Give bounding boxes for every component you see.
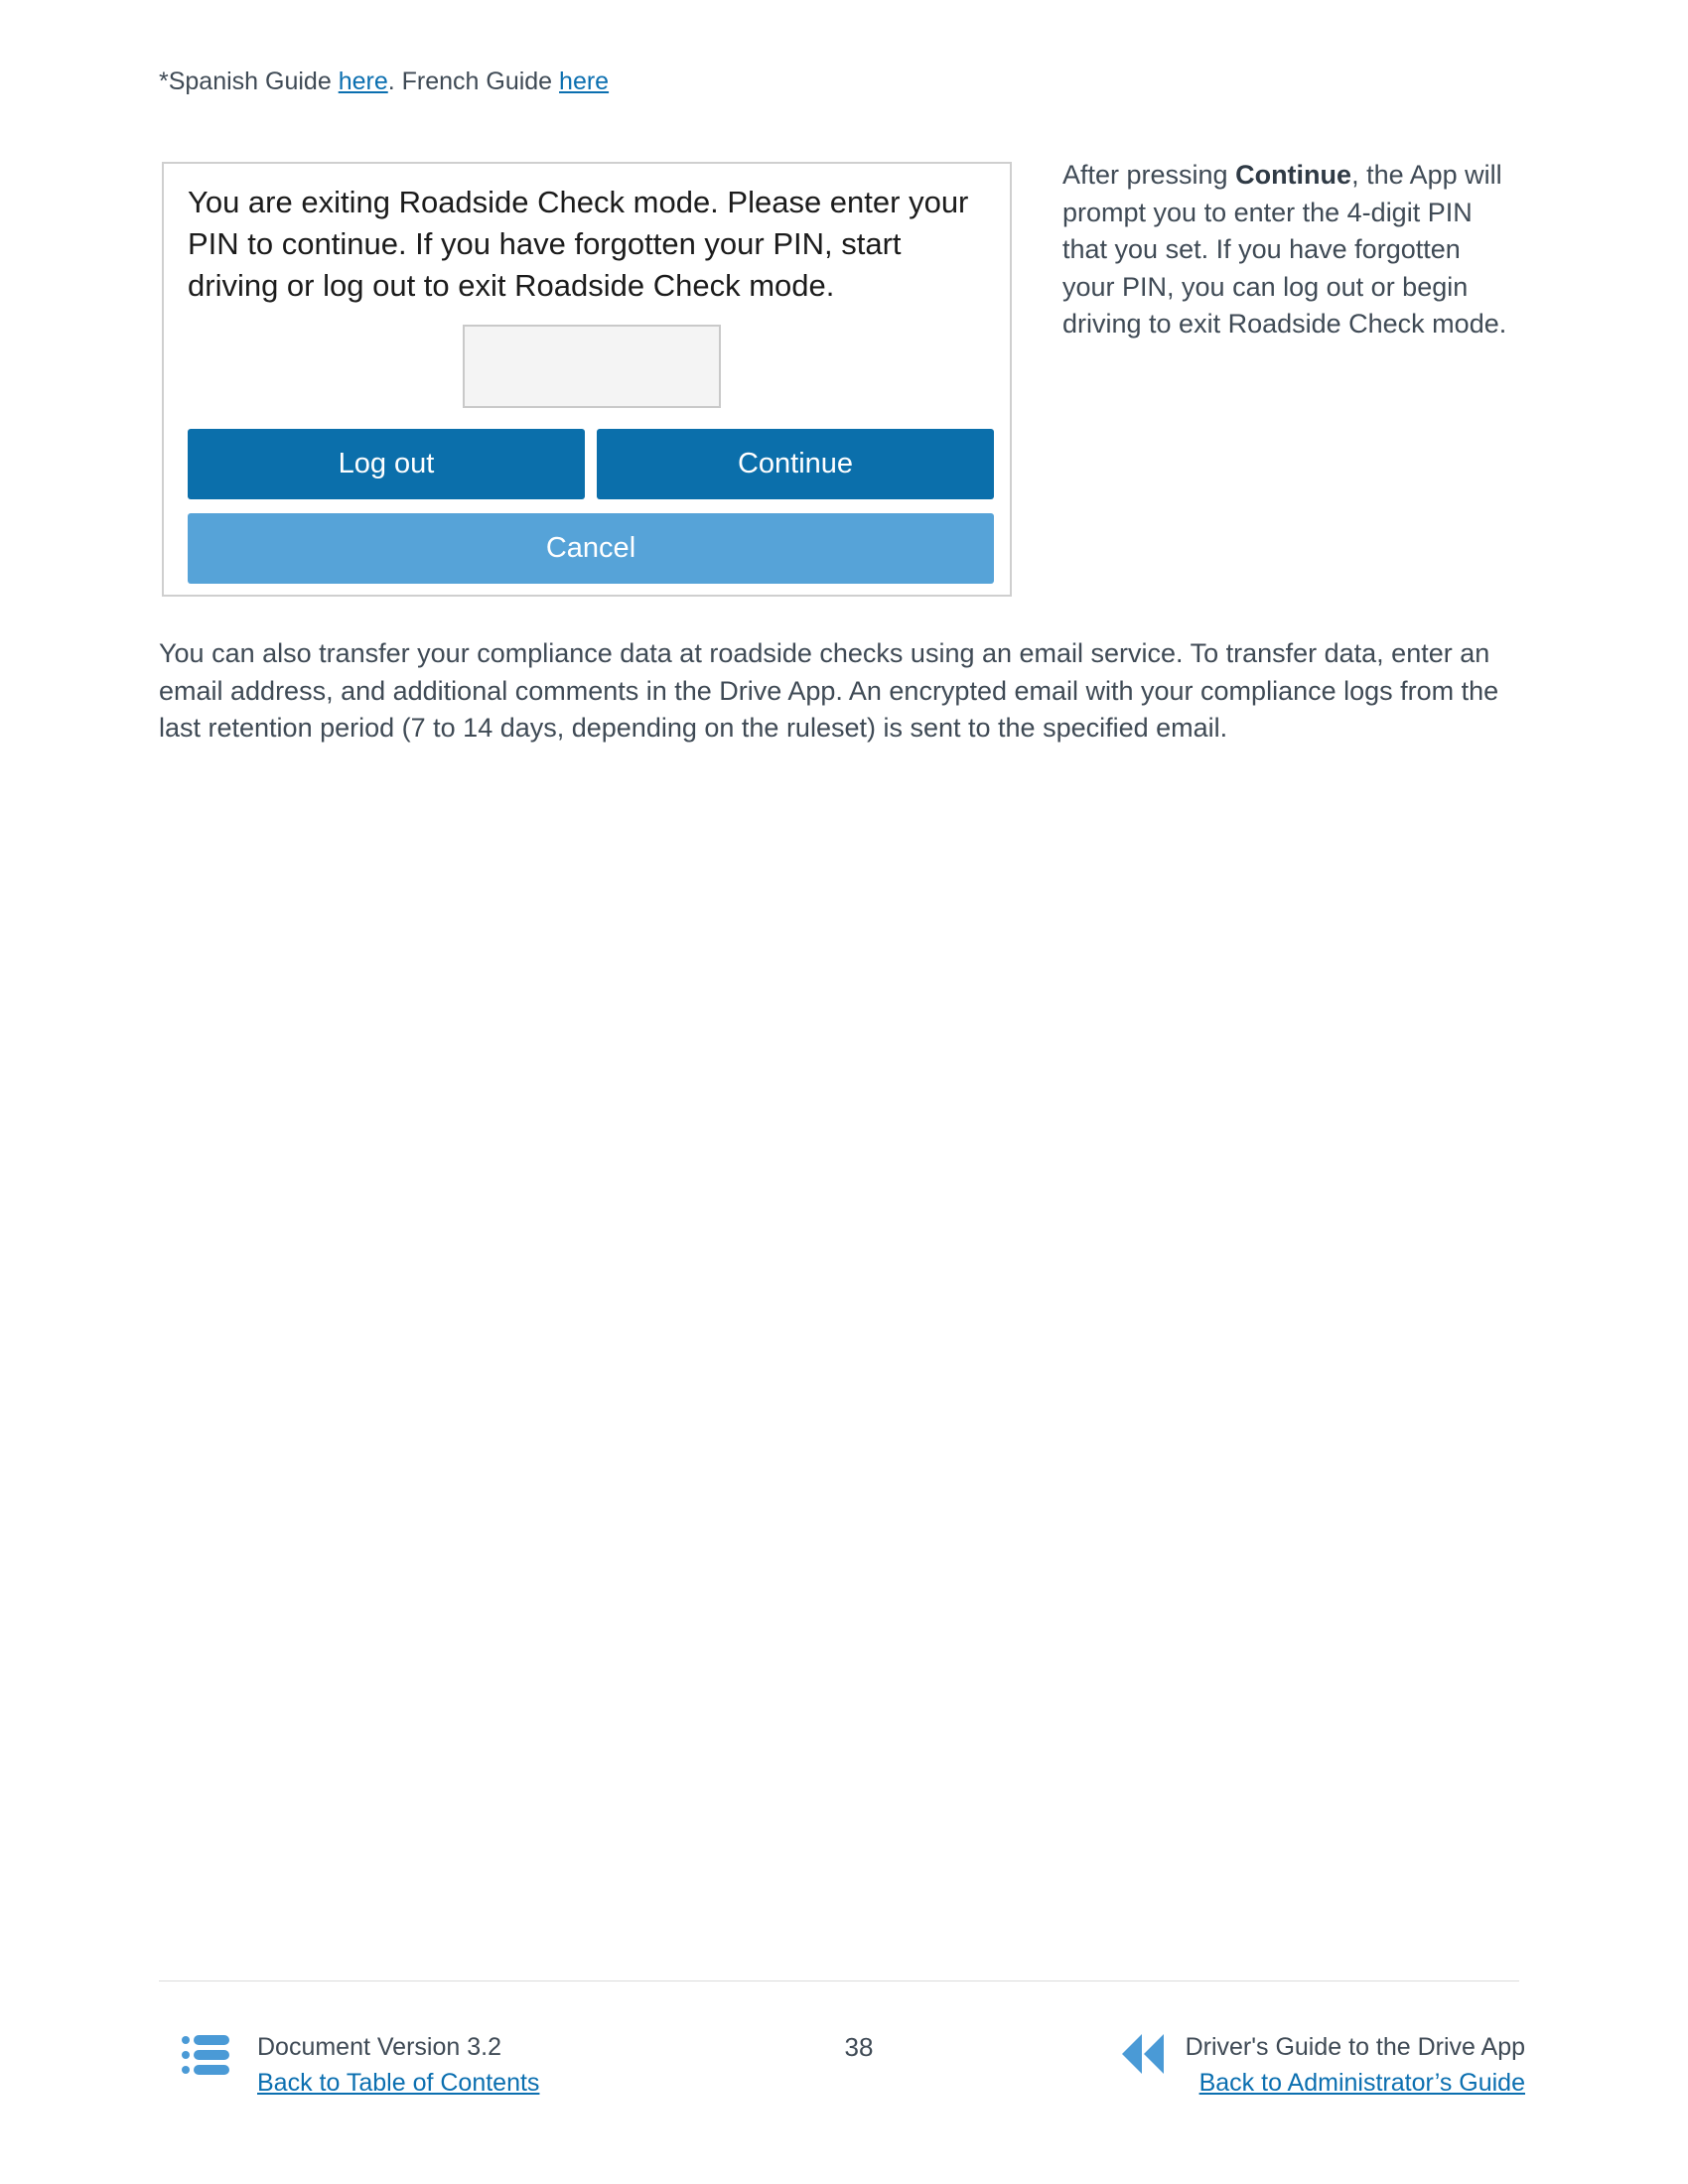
email-transfer-paragraph: You can also transfer your compliance data at roadside checks using an email service. To transfer data, enter an email address, and additional comments in the Drive App. An encrypted email with your compliance logs from the last retention period (7 to 14 days, depending on the ruleset) is sent to the specified email. [159,638,1499,743]
cancel-button[interactable]: Cancel [188,513,994,584]
french-guide-text: . French Guide [387,68,560,95]
side-note [1062,157,1509,343]
continue-button[interactable]: Continue [597,429,994,499]
exit-roadside-dialog [162,162,1012,597]
footer-left [257,2029,539,2101]
back-to-toc-link[interactable]: Back to Table of Contents [257,2069,540,2097]
side-note-bold: Continue [1235,160,1352,190]
page-number: 38 [844,2032,874,2062]
double-chevron-left-icon[interactable] [1120,2032,1166,2076]
french-guide-link[interactable]: here [559,68,610,95]
pin-input[interactable] [463,325,721,408]
footer-right [1186,2029,1525,2101]
list-icon[interactable] [182,2033,231,2077]
dialog-message: You are exiting Roadside Check mode. Please enter your PIN to continue. If you have forgotten your PIN, start driving or log out to exit Roadside Check mode. [188,185,969,303]
logout-button[interactable]: Log out [188,429,585,499]
side-note-suffix: , the App will prompt you to enter the 4-digit PIN that you set. If you have forgotten your PIN, you can log out or begin driving to exit Roadside Check mode. [1062,160,1507,339]
footer-divider [159,1980,1519,1981]
guide-title: Driver's Guide to the Drive App [1185,2033,1525,2061]
document-version: Document Version 3.2 [257,2033,501,2061]
side-note-prefix: After pressing [1062,160,1236,190]
spanish-guide-link[interactable]: here [338,68,388,95]
back-to-admin-guide-link[interactable]: Back to Administrator’s Guide [1198,2069,1525,2097]
translated-guides-line [159,68,609,96]
spanish-guide-text: *Spanish Guide [159,68,339,95]
